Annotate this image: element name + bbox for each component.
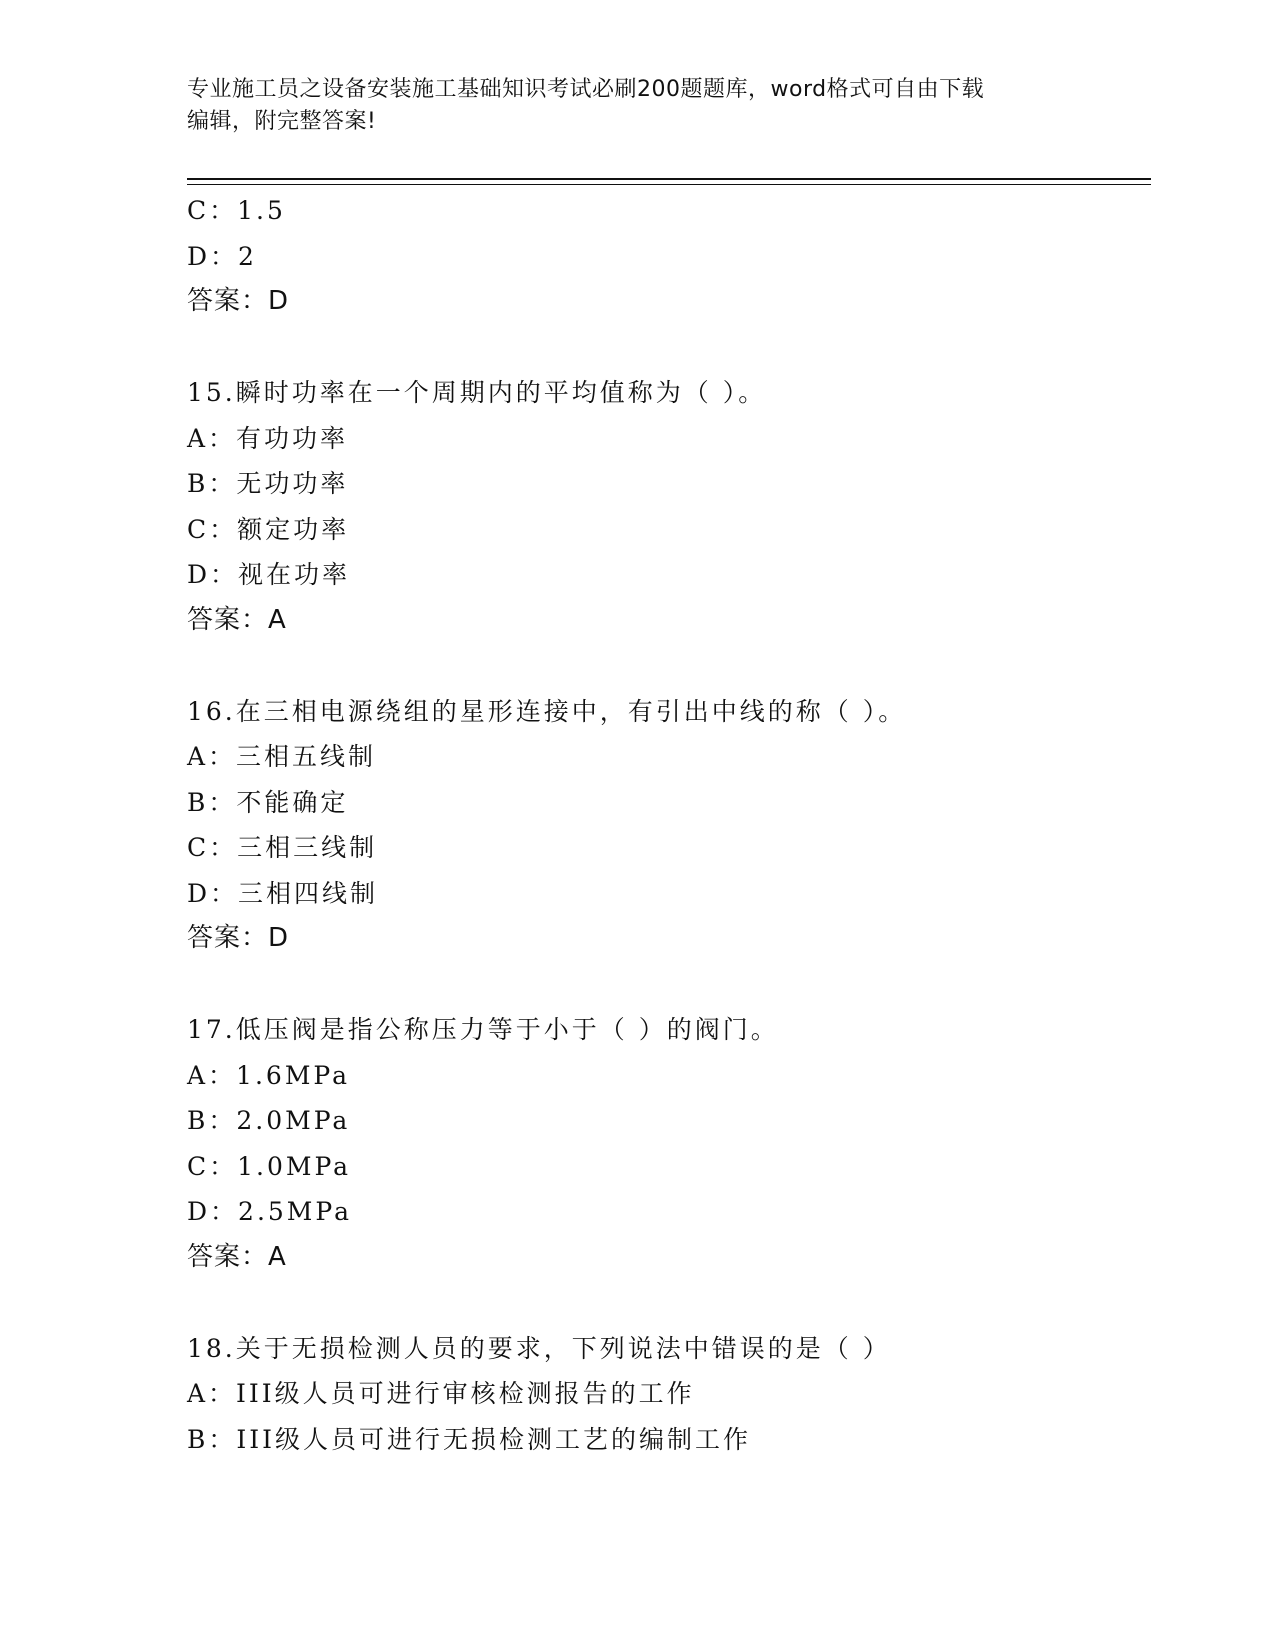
- answer-line: 答案：A: [187, 1241, 287, 1272]
- option-d: D：2.5MPa: [187, 1197, 353, 1226]
- option-a: A：III级人员可进行审核检测报告的工作: [187, 1379, 695, 1408]
- option-c: C：1.5: [187, 196, 286, 225]
- option-c: C：三相三线制: [187, 833, 378, 862]
- option-d: D：视在功率: [187, 560, 351, 589]
- spacer: [187, 1280, 1151, 1326]
- question-stem: 17.低压阀是指公称压力等于小于（ ）的阀门。: [187, 1015, 779, 1044]
- question-stem: 16.在三相电源绕组的星形连接中，有引出中线的称（ ）。: [187, 696, 907, 726]
- option-d: D：三相四线制: [187, 878, 379, 908]
- spacer: [187, 643, 1151, 689]
- option-c: C：1.0MPa: [187, 1151, 352, 1181]
- document-header: [187, 74, 1087, 138]
- header-title-line-2: 编辑，附完整答案!: [187, 109, 377, 134]
- question-stem: 15.瞬时功率在一个周期内的平均值称为（ ）。: [187, 378, 767, 407]
- option-a: A：有功功率: [187, 423, 349, 453]
- option-b: B：2.0MPa: [187, 1106, 351, 1135]
- option-a: A：三相五线制: [187, 742, 377, 771]
- option-d: D：2: [187, 241, 257, 271]
- header-divider-thin: [187, 184, 1151, 185]
- answer-line: 答案：D: [187, 286, 290, 316]
- answer-line: 答案：D: [187, 923, 290, 953]
- spacer: [187, 962, 1151, 1008]
- question-block-18: [187, 1326, 1151, 1463]
- header-divider-thick: [187, 178, 1151, 180]
- question-block-14: [187, 188, 1151, 325]
- header-title-line-1: 专业施工员之设备安装施工基础知识考试必刷200题题库，word格式可自由下载: [187, 77, 985, 102]
- question-stem: 18.关于无损检测人员的要求，下列说法中错误的是（ ）: [187, 1333, 891, 1363]
- question-block-15: [187, 370, 1151, 643]
- option-a: A：1.6MPa: [187, 1060, 351, 1090]
- question-block-17: [187, 1007, 1151, 1280]
- question-list: [187, 188, 1151, 1462]
- spacer: [187, 325, 1151, 371]
- option-b: B：不能确定: [187, 787, 349, 817]
- option-b: B：无功功率: [187, 469, 349, 498]
- answer-line: 答案：A: [187, 604, 287, 635]
- question-block-16: [187, 689, 1151, 962]
- option-c: C：额定功率: [187, 514, 350, 544]
- option-b: B：III级人员可进行无损检测工艺的编制工作: [187, 1424, 751, 1454]
